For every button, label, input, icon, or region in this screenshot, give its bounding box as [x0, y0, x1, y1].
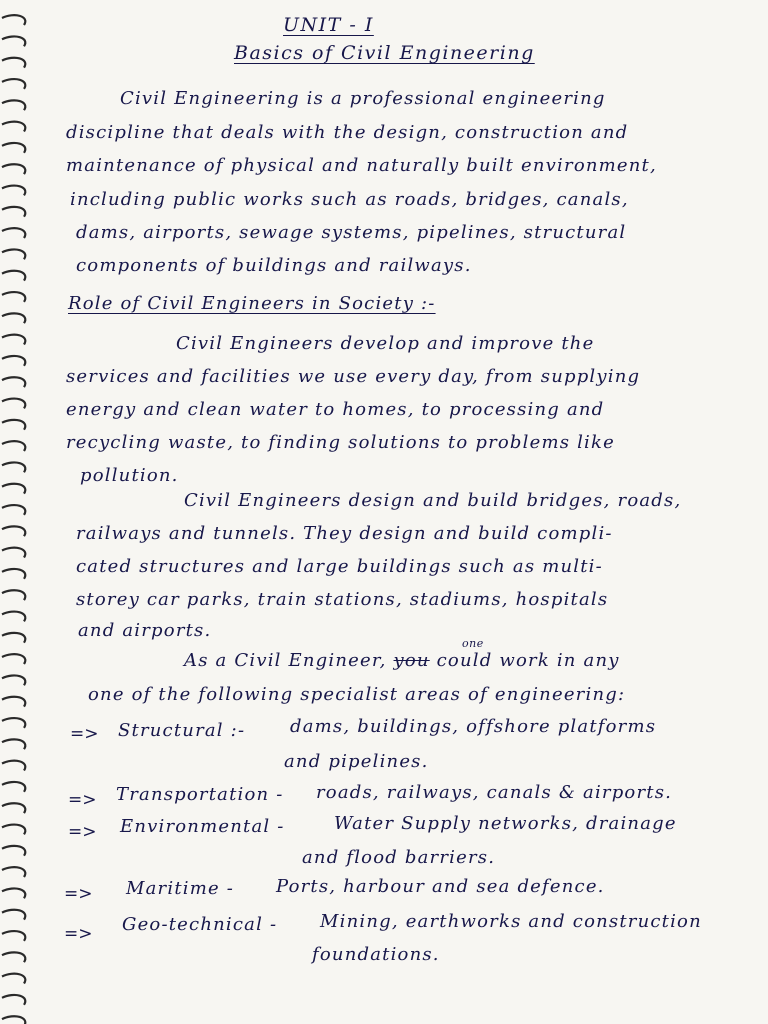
arrow-icon: => — [68, 822, 97, 842]
area-desc-cont: and pipelines. — [284, 751, 429, 772]
intro-line: dams, airports, sewage systems, pipelines, structural — [76, 222, 627, 243]
area-desc: roads, railways, canals & airports. — [316, 782, 673, 803]
role-line: and airports. — [78, 620, 212, 641]
insert-word: one — [462, 637, 484, 650]
role-line: services and facilities we use every day, from supplying — [66, 366, 641, 387]
area-desc-cont: and flood barriers. — [302, 847, 496, 868]
section-heading-text: Role of Civil Engineers in Society :- — [68, 293, 436, 314]
section-heading — [68, 293, 436, 314]
role-line — [184, 650, 620, 671]
unit-label — [283, 14, 374, 36]
struck-word: you — [393, 650, 430, 671]
area-name: Environmental - — [120, 816, 285, 837]
area-desc-cont: foundations. — [312, 944, 440, 965]
role-line: Civil Engineers design and build bridges, roads, — [184, 490, 682, 511]
unit-text: UNIT - I — [283, 14, 374, 36]
role-line: Civil Engineers develop and improve the — [176, 333, 595, 354]
page-title — [234, 42, 535, 64]
role-line-part: could work in any — [436, 650, 620, 671]
role-line: pollution. — [80, 465, 179, 486]
title-text: Basics of Civil Engineering — [234, 42, 535, 64]
role-line: railways and tunnels. They design and build compli- — [76, 523, 613, 544]
arrow-icon: => — [68, 790, 97, 810]
intro-line: including public works such as roads, bridges, canals, — [70, 189, 629, 210]
intro-line: components of buildings and railways. — [76, 255, 472, 276]
role-line: cated structures and large buildings such as multi- — [76, 556, 603, 577]
area-desc: dams, buildings, offshore platforms — [290, 716, 657, 737]
arrow-icon: => — [70, 724, 99, 744]
intro-line: maintenance of physical and naturally built environment, — [66, 155, 657, 176]
area-desc: Water Supply networks, drainage — [334, 813, 677, 834]
role-line: one of the following specialist areas of engineering: — [88, 684, 626, 705]
arrow-icon: => — [64, 884, 93, 904]
area-desc: Ports, harbour and sea defence. — [276, 876, 605, 897]
area-name: Transportation - — [116, 784, 284, 805]
role-line-part: As a Civil Engineer, — [184, 650, 387, 671]
area-desc: Mining, earthworks and construction — [320, 911, 702, 932]
role-line: energy and clean water to homes, to processing and — [66, 399, 605, 420]
area-name: Maritime - — [126, 878, 235, 899]
area-name: Structural :- — [118, 720, 246, 741]
role-line: recycling waste, to finding solutions to problems like — [66, 432, 615, 453]
intro-line: Civil Engineering is a professional engineering — [120, 88, 606, 109]
intro-line: discipline that deals with the design, construction and — [66, 122, 629, 143]
area-name: Geo-technical - — [122, 914, 278, 935]
role-line: storey car parks, train stations, stadiums, hospitals — [76, 589, 609, 610]
arrow-icon: => — [64, 924, 93, 944]
